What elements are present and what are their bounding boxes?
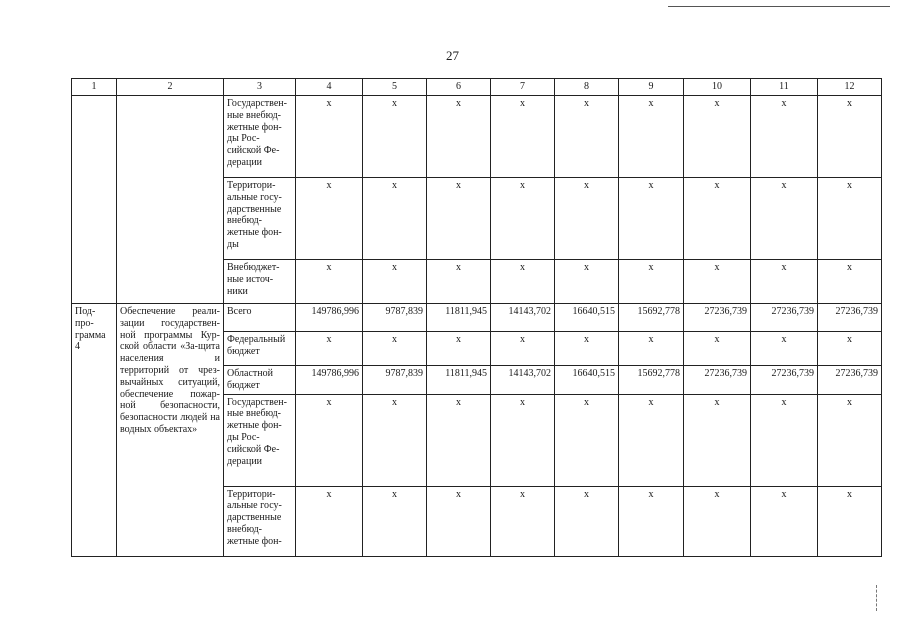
header-cell: 3 [224,79,296,96]
value-cell: x [555,486,619,556]
value-cell: 9787,839 [363,366,427,395]
value-cell: x [751,260,818,304]
value-cell: x [427,394,491,486]
value-cell: 27236,739 [684,366,751,395]
table-row [72,304,882,332]
value-cell: 27236,739 [684,304,751,332]
subprogram-label: Под-про-грамма 4 [72,304,117,557]
header-cell: 6 [427,79,491,96]
empty-title-cell [117,96,224,304]
table-body [72,79,882,557]
value-cell: x [684,394,751,486]
value-cell: x [491,260,555,304]
value-cell: 14143,702 [491,366,555,395]
value-cell: 11811,945 [427,304,491,332]
funding-source-cell: Внебюджет-ные источ-ники [224,260,296,304]
value-cell: x [296,332,363,366]
value-cell: x [619,260,684,304]
value-cell: x [491,96,555,178]
value-cell: x [751,394,818,486]
value-cell: x [818,96,882,178]
value-cell: x [619,486,684,556]
header-cell: 8 [555,79,619,96]
value-cell: x [684,260,751,304]
value-cell: 27236,739 [818,366,882,395]
value-cell: x [684,178,751,260]
funding-source-cell: Государствен-ные внебюд-жетные фон-ды Рос-сийской Фе-дерации [224,96,296,178]
value-cell: x [363,332,427,366]
table-row [72,96,882,178]
value-cell: x [555,178,619,260]
value-cell: 27236,739 [818,304,882,332]
value-cell: x [751,178,818,260]
value-cell: x [296,394,363,486]
value-cell: 27236,739 [751,366,818,395]
value-cell: x [296,260,363,304]
empty-label-cell [72,96,117,304]
value-cell: x [427,260,491,304]
value-cell: 15692,778 [619,304,684,332]
value-cell: 11811,945 [427,366,491,395]
value-cell: x [491,394,555,486]
header-cell: 12 [818,79,882,96]
value-cell: 149786,996 [296,366,363,395]
header-cell: 11 [751,79,818,96]
value-cell: x [684,96,751,178]
value-cell: x [363,394,427,486]
value-cell: x [751,486,818,556]
value-cell: 16640,515 [555,304,619,332]
value-cell: x [684,332,751,366]
funding-source-cell: Всего [224,304,296,332]
value-cell: x [296,178,363,260]
value-cell: 16640,515 [555,366,619,395]
value-cell: 9787,839 [363,304,427,332]
header-cell: 9 [619,79,684,96]
header-cell: 5 [363,79,427,96]
value-cell: x [684,486,751,556]
subprogram-title: Обеспечение реали-зации государствен-ной программы Кур-ской области «За-щита населения и территорий от чрез-вычайных ситуаций, обеспечение пожар-ной безопасности, безопасности людей на водных объектах» [117,304,224,557]
value-cell: x [296,486,363,556]
header-cell: 1 [72,79,117,96]
value-cell: x [619,394,684,486]
funding-source-cell: Областной бюджет [224,366,296,395]
header-cell: 10 [684,79,751,96]
value-cell: x [555,332,619,366]
header-cell: 7 [491,79,555,96]
funding-source-cell: Федеральный бюджет [224,332,296,366]
top-rule [668,6,890,7]
value-cell: 149786,996 [296,304,363,332]
value-cell: x [491,486,555,556]
header-row [72,79,882,96]
value-cell: x [491,178,555,260]
value-cell: x [427,332,491,366]
value-cell: x [427,486,491,556]
value-cell: x [363,486,427,556]
scan-marks [876,585,879,611]
value-cell: x [818,394,882,486]
value-cell: 14143,702 [491,304,555,332]
value-cell: x [619,96,684,178]
funding-source-cell: Территори-альные госу-дарственные внебюд-жетные фон-ды [224,178,296,260]
value-cell: x [427,96,491,178]
value-cell: x [363,96,427,178]
header-cell: 4 [296,79,363,96]
page-number: 27 [446,48,459,63]
budget-table [71,78,882,557]
funding-source-cell: Территори-альные госу-дарственные внебюд-жетные фон- [224,486,296,556]
value-cell: x [555,260,619,304]
header-cell: 2 [117,79,224,96]
value-cell: x [363,178,427,260]
value-cell: x [555,394,619,486]
value-cell: x [818,260,882,304]
value-cell: 27236,739 [751,304,818,332]
value-cell: x [751,332,818,366]
value-cell: x [751,96,818,178]
value-cell: x [619,332,684,366]
value-cell: x [555,96,619,178]
funding-source-cell: Государствен-ные внебюд-жетные фон-ды Рос-сийской Фе-дерации [224,394,296,486]
value-cell: x [491,332,555,366]
value-cell: x [818,486,882,556]
value-cell: x [818,332,882,366]
value-cell: x [818,178,882,260]
value-cell: x [619,178,684,260]
value-cell: 15692,778 [619,366,684,395]
value-cell: x [296,96,363,178]
value-cell: x [427,178,491,260]
value-cell: x [363,260,427,304]
